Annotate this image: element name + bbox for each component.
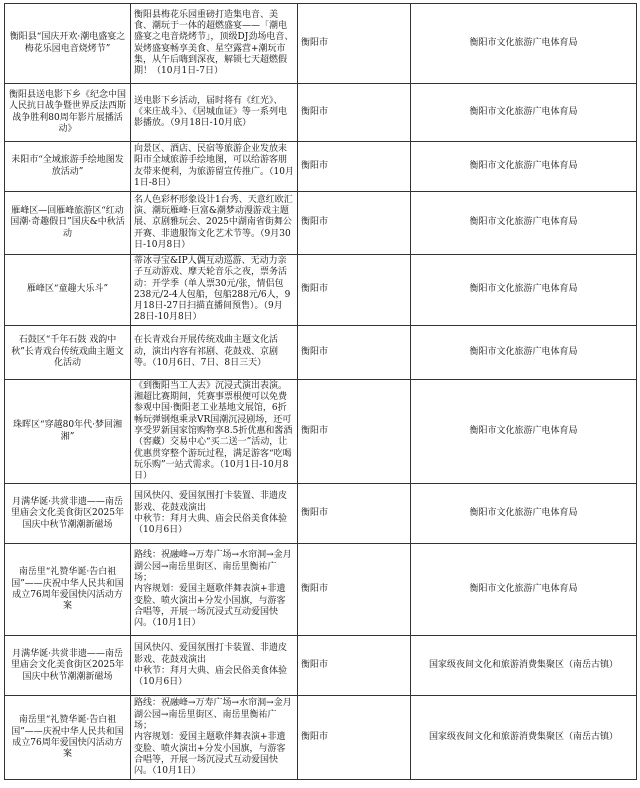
event-name-cell: 南岳里“礼赞华诞·告白祖国”——庆祝中华人民共和国成立76周年爱国快闪活动方案 xyxy=(5,696,131,780)
event-name-cell: 珠晖区“穿越80年代·梦回湘湘” xyxy=(5,379,131,484)
event-content-cell: 在长青戏台开展传统戏曲主题文化活动，演出内容有祁剧、花鼓戏、京剧等。（10月6日、7日、8日三天） xyxy=(131,325,298,379)
event-content-cell: 送电影下乡活动，届时将有《红光》、《来庄战斗》、《居城血证》等一系列电影播放。（9月18日-10月底） xyxy=(131,84,298,142)
organizer-cell: 衡阳市文化旅游广电体育局 xyxy=(411,484,637,544)
event-content-cell: 《到衡阳当工人去》沉浸式演出表演。湘超比赛期间，凭赛事票根便可以免费参观中国·衡阳老工业基地文展馆，6折畅玩弹钢炮乘录VR国潮沉浸剧场，还可享受罗新国家馆购物享8.5折优惠和酱酒（窖藏）交易中心“买二送一”活动，让优惠贯穿整个游玩过程，满足游客“吃喝玩乐购”一站式需求。（10月1日-10月8日） xyxy=(131,379,298,484)
event-name-cell: 雁峰区—回雁峰旅游区“红动国潮·奇趣假日”国庆&中秋活动 xyxy=(5,192,131,255)
table-row xyxy=(5,4,637,84)
city-cell: 衡阳市 xyxy=(298,84,411,142)
event-name-cell: 雁峰区“童趣大乐斗” xyxy=(5,255,131,326)
table-row xyxy=(5,142,637,192)
organizer-cell: 衡阳市文化旅游广电体育局 xyxy=(411,379,637,484)
event-name-cell: 月满华诞·共赏非遗——南岳里庙会文化美食街区2025年国庆中秋节潮潮新磁场 xyxy=(5,484,131,544)
city-cell: 衡阳市 xyxy=(298,4,411,84)
event-content-cell: 向景区、酒店、民宿等旅游企业发放耒阳市全域旅游手绘地图，可以给游客朋友带来便利，为旅游留宣传推广。（10月1日-8日） xyxy=(131,142,298,192)
table-row xyxy=(5,325,637,379)
city-cell: 衡阳市 xyxy=(298,484,411,544)
organizer-cell: 衡阳市文化旅游广电体育局 xyxy=(411,255,637,326)
table-row xyxy=(5,379,637,484)
city-cell: 衡阳市 xyxy=(298,696,411,780)
organizer-cell: 衡阳市文化旅游广电体育局 xyxy=(411,4,637,84)
event-name-cell: 月满华诞·共赏非遗——南岳里庙会文化美食街区2025年国庆中秋节潮潮新磁场 xyxy=(5,636,131,696)
event-name-cell: 南岳里“礼赞华诞·告白祖国”——庆祝中华人民共和国成立76周年爱国快闪活动方案 xyxy=(5,544,131,636)
table-row xyxy=(5,255,637,326)
organizer-cell: 国家级夜间文化和旅游消费集聚区（南岳古镇） xyxy=(411,636,637,696)
event-content-cell: 衡阳县梅花乐园重磅打造集电音、美食、潮玩于一体的超燃盛宴——「潮电盛宴之电音烧烤节」，顶级DJ劲场电音、炭烤盛宴畅享美食、星空露营+潮玩市集，从午后嗨到深夜，解锁七天超燃假期！（10月1日-7日） xyxy=(131,4,298,84)
table-row xyxy=(5,696,637,780)
city-cell: 衡阳市 xyxy=(298,544,411,636)
table-row xyxy=(5,484,637,544)
table-row xyxy=(5,192,637,255)
event-content-cell: 路线：祝融峰→万寿广场→水帘洞→金月湖公园→南岳里街区、南岳里衡祐广场； 内容规划：爱国主题歌伴舞表演+非遗变脸、喷火演出+分发小国旗，与游客合唱等，开展一场沉浸式互动爱国快闪。（10月1日） xyxy=(131,696,298,780)
table-row xyxy=(5,84,637,142)
organizer-cell: 国家级夜间文化和旅游消费集聚区（南岳古镇） xyxy=(411,696,637,780)
event-name-cell: 衡阳县“国庆开欢·潮电盛宴之梅花乐园电音烧烤节” xyxy=(5,4,131,84)
event-name-cell: 耒阳市“全域旅游手绘地图发放活动” xyxy=(5,142,131,192)
organizer-cell: 衡阳市文化旅游广电体育局 xyxy=(411,84,637,142)
table-row xyxy=(5,636,637,696)
event-content-cell: 蒂冰寻宝&IP人偶互动巡游、无动力亲子互动游戏、摩天轮音乐之夜，票务活动：开学季（单人票30元/张，情侣包238元/2-4人包船，包船288元/6人，9月18日-27日扫描直播间预售）。（9月28日-10月8日） xyxy=(131,255,298,326)
organizer-cell: 衡阳市文化旅游广电体育局 xyxy=(411,544,637,636)
organizer-cell: 衡阳市文化旅游广电体育局 xyxy=(411,325,637,379)
event-table xyxy=(4,3,637,780)
organizer-cell: 衡阳市文化旅游广电体育局 xyxy=(411,142,637,192)
event-name-cell: 石鼓区“千年石鼓 戏韵中秋”长青戏台传统戏曲主题文化活动 xyxy=(5,325,131,379)
city-cell: 衡阳市 xyxy=(298,192,411,255)
event-content-cell: 国风快闪、爱国氛围打卡装置、非遗皮影戏、花鼓戏演出 中秋节：拜月大典、庙会民俗美食体验（10月6日） xyxy=(131,484,298,544)
city-cell: 衡阳市 xyxy=(298,636,411,696)
city-cell: 衡阳市 xyxy=(298,142,411,192)
organizer-cell: 衡阳市文化旅游广电体育局 xyxy=(411,192,637,255)
event-content-cell: 名人色彩杯形象设计1台秀、天意红欧汇演、潮玩雁峰·巨富&潮梦动漫游戏主题展、京剧雅玩会、2025中湖南省街舞公开赛、非遗服饰文化艺术节等。（9月30日-10月8日） xyxy=(131,192,298,255)
event-content-cell: 国风快闪、爱国氛围打卡装置、非遗皮影戏、花鼓戏演出 中秋节：拜月大典、庙会民俗美食体验（10月6日） xyxy=(131,636,298,696)
event-content-cell: 路线：祝融峰→万寿广场→水帘洞→金月湖公园→南岳里街区、南岳里衡祐广场； 内容规划：爱国主题歌伴舞表演+非遗变脸、喷火演出+分发小国旗，与游客合唱等，开展一场沉浸式互动爱国快闪。（10月1日） xyxy=(131,544,298,636)
table-row xyxy=(5,544,637,636)
city-cell: 衡阳市 xyxy=(298,325,411,379)
city-cell: 衡阳市 xyxy=(298,379,411,484)
event-table-body xyxy=(5,4,637,780)
event-name-cell: 衡阳县送电影下乡《纪念中国人民抗日战争暨世界反法西斯战争胜利80周年影片展播活动》 xyxy=(5,84,131,142)
city-cell: 衡阳市 xyxy=(298,255,411,326)
